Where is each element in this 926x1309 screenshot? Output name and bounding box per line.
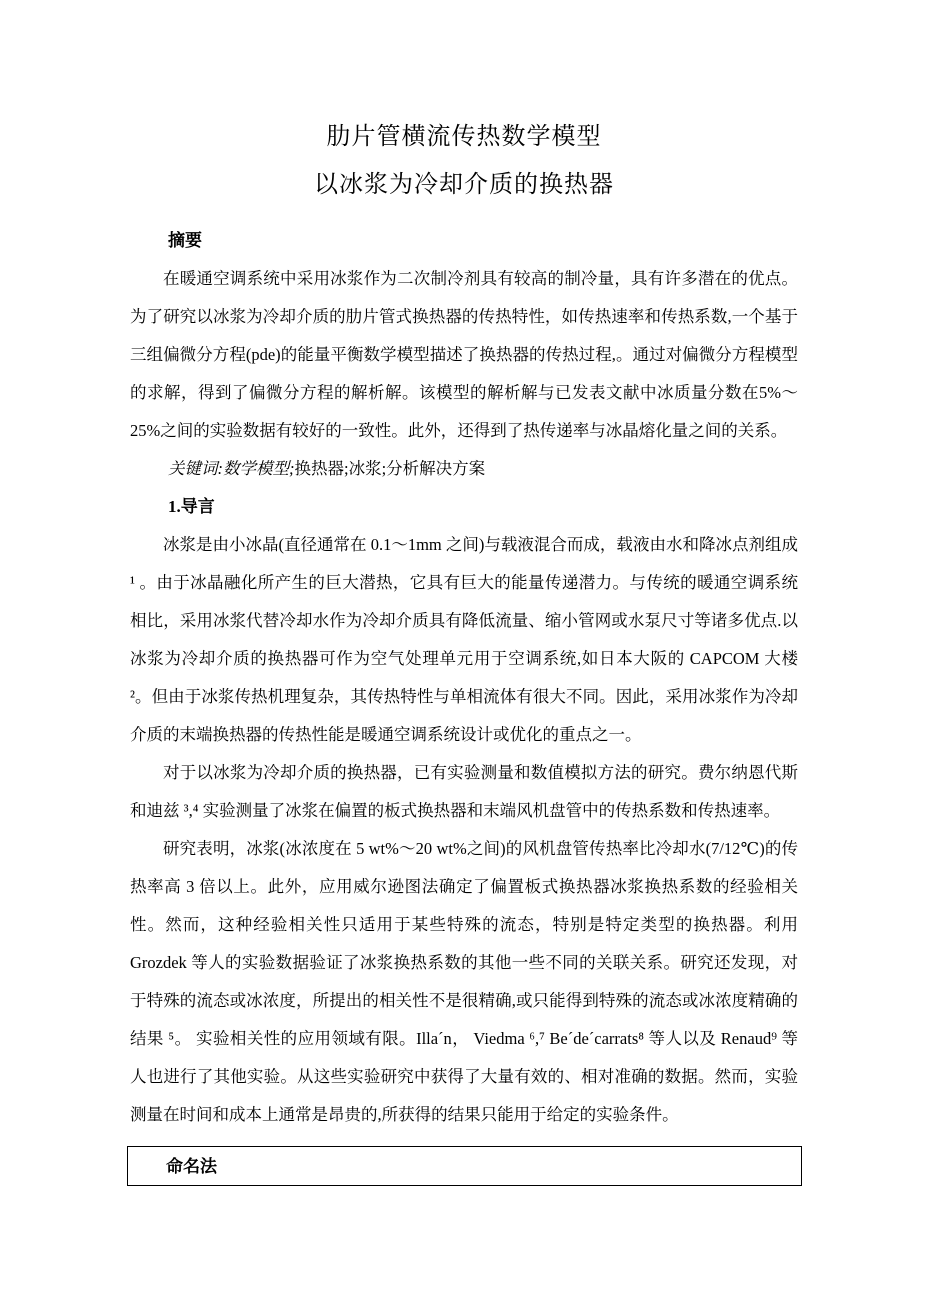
- doc-title-line2: 以冰浆为冷却介质的换热器: [314, 172, 614, 198]
- intro-paragraph-2: 对于以冰浆为冷却介质的换热器，已有实验测量和数值模拟方法的研究。费尔纳恩代斯和迪兹 ³,⁴ 实验测量了冰浆在偏置的板式换热器和末端风机盘管中的传热系数和传热速率。: [130, 763, 798, 820]
- doc-title-line1: 肋片管横流传热数学模型: [326, 124, 602, 150]
- abstract-paragraph: 在暖通空调系统中采用冰浆作为二次制冷剂具有较高的制冷量，具有许多潜在的优点。为了研究以冰浆为冷却介质的肋片管式换热器的传热特性，如传热速率和传热系数,一个基于三组偏微分方程(pde)的能量平衡数学模型描述了换热器的传热过程,。通过对偏微分方程模型的求解，得到了偏微分方程的解析解。该模型的解析解与已发表文献中冰质量分数在5%～25%之间的实验数据有较好的一致性。此外，还得到了热传递率与冰晶熔化量之间的关系。: [130, 269, 798, 440]
- section1-heading: 1.导言: [168, 497, 215, 516]
- abstract-heading: 摘要: [168, 231, 202, 250]
- keywords-values: 换热器;冰浆;分析解决方案: [294, 459, 486, 478]
- keywords-label: 关键词:数学模型;: [168, 459, 295, 478]
- intro-paragraph-3: 研究表明，冰浆(冰浓度在 5 wt%～20 wt%之间)的风机盘管传热率比冷却水(7/12℃)的传热率高 3 倍以上。此外，应用威尔逊图法确定了偏置板式换热器冰浆换热系数的经验相关性。然而，这种经验相关性只适用于某些特殊的流态，特别是特定类型的换热器。利用 Grozdek 等人的实验数据验证了冰浆换热系数的其他一些不同的关联关系。研究还发现，对于特殊的流态或冰浓度，所提出的相关性不是很精确,或只能得到特殊的流态或冰浓度精确的结果 ⁵。 实验相关性的应用领域有限。Illa´n， Viedma ⁶,⁷ Be´de´carrats⁸ 等人以及 Renaud⁹ 等人也进行了其他实验。从这些实验研究中获得了大量有效的、相对准确的数据。然而，实验测量在时间和成本上通常是昂贵的,所获得的结果只能用于给定的实验条件。: [130, 839, 798, 1124]
- nomenclature-box: [127, 1146, 802, 1186]
- intro-paragraph-1: 冰浆是由小冰晶(直径通常在 0.1～1mm 之间)与载液混合而成，载液由水和降冰点剂组成 ¹ 。由于冰晶融化所产生的巨大潜热，它具有巨大的能量传递潜力。与传统的暖通空调系统相比，采用冰浆代替冷却水作为冷却介质具有降低流量、缩小管网或水泵尺寸等诸多优点.以冰浆为冷却介质的换热器可作为空气处理单元用于空调系统,如日本大阪的 CAPCOM 大楼 ²。但由于冰浆传热机理复杂，其传热特性与单相流体有很大不同。因此，采用冰浆作为冷却介质的末端换热器的传热性能是暖通空调系统设计或优化的重点之一。: [130, 535, 798, 744]
- nomenclature-heading: 命名法: [166, 1156, 217, 1176]
- keywords-line: [130, 450, 798, 488]
